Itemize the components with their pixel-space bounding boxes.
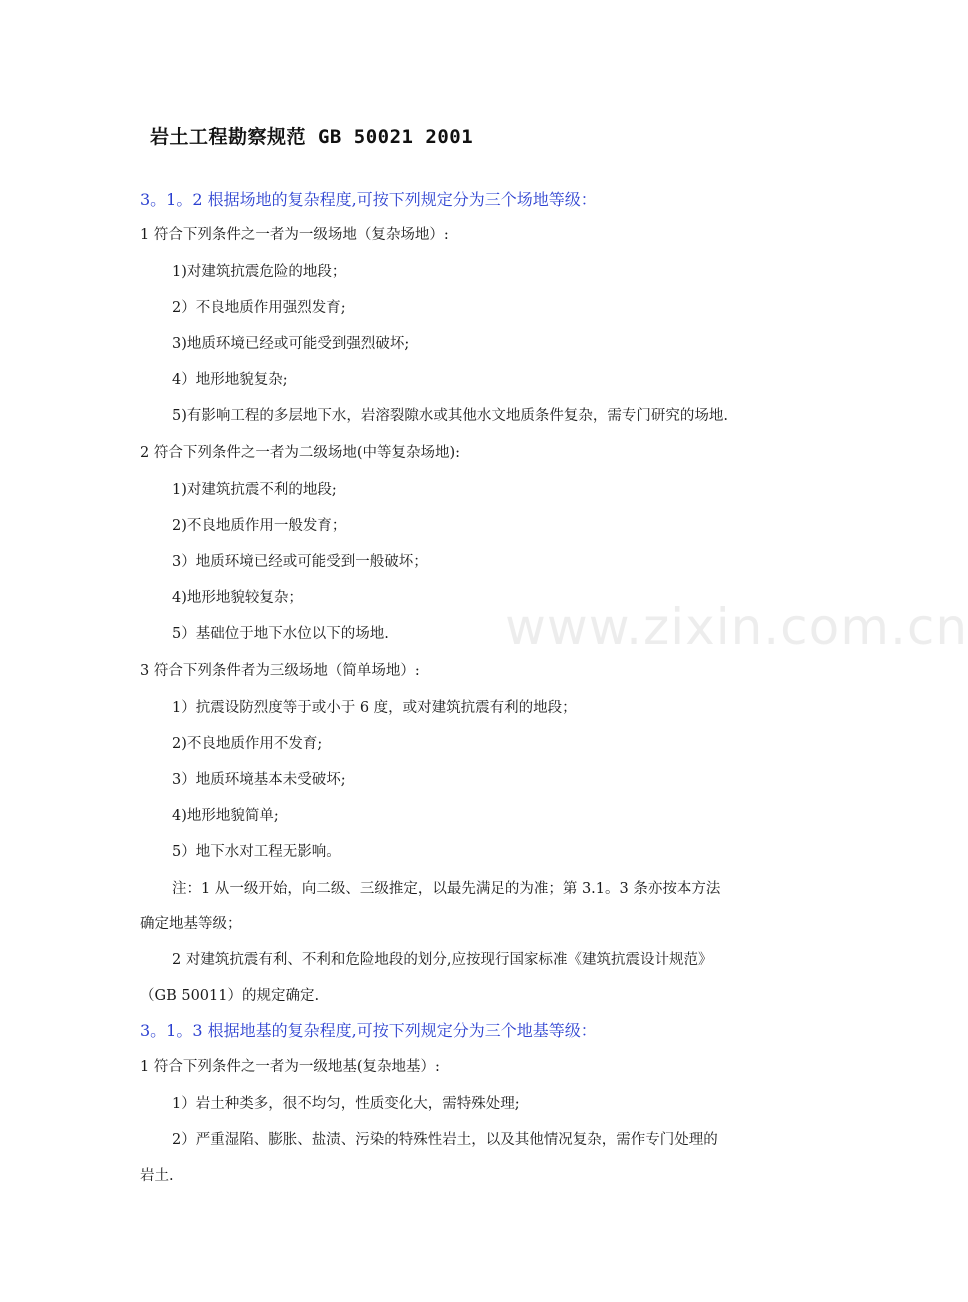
list-item: 1）抗震设防烈度等于或小于 6 度，或对建筑抗震有利的地段； (172, 700, 577, 716)
list-item: 3）地质环境已经或可能受到一般破坏； (172, 554, 428, 570)
watermark: www.zixin.com.cn (505, 598, 968, 656)
list-item: 5）地下水对工程无影响。 (172, 844, 341, 860)
section-heading-3-1-2: 3。1。2 根据场地的复杂程度,可按下列规定分为三个场地等级： (140, 190, 597, 209)
list-item: 3）地质环境基本未受破坏; (172, 772, 346, 788)
note-paragraph: 2 对建筑抗震有利、不利和危险地段的划分,应按现行国家标准《建筑抗震设计规范》 (172, 952, 713, 968)
list-item: 2）严重湿陷、膨胀、盐渍、污染的特殊性岩土，以及其他情况复杂，需作专门处理的 (172, 1132, 718, 1148)
list-item: 4)地形地貌较复杂； (172, 590, 303, 606)
list-item-continued: 岩土. (140, 1168, 174, 1184)
list-item: 1)对建筑抗震危险的地段； (172, 264, 347, 280)
clause-1-level-one-site: 1 符合下列条件之一者为一级场地（复杂场地）: (140, 227, 449, 243)
list-item: 2)不良地质作用一般发育； (172, 518, 347, 534)
clause-1-level-one-foundation: 1 符合下列条件之一者为一级地基(复杂地基）: (140, 1059, 440, 1075)
list-item: 2)不良地质作用不发育; (172, 736, 323, 752)
list-item: 1）岩土种类多，很不均匀，性质变化大，需特殊处理; (172, 1096, 520, 1112)
note-paragraph: 注：1 从一级开始，向二级、三级推定，以最先满足的为准；第 3.1。3 条亦按本方法 (172, 881, 721, 897)
list-item: 4）地形地貌复杂; (172, 372, 288, 388)
list-item: 5）基础位于地下水位以下的场地. (172, 626, 389, 642)
note-paragraph-continued: （GB 50011）的规定确定. (140, 988, 320, 1004)
list-item: 2）不良地质作用强烈发育; (172, 300, 346, 316)
document-title: 岩土工程勘察规范 GB 50021 2001 (150, 126, 474, 148)
clause-3-level-three-site: 3 符合下列条件者为三级场地（简单场地）: (140, 663, 420, 679)
list-item: 4)地形地貌简单; (172, 808, 279, 824)
list-item: 1)对建筑抗震不利的地段; (172, 482, 337, 498)
note-paragraph-continued: 确定地基等级； (140, 916, 242, 932)
list-item: 3)地质环境已经或可能受到强烈破坏; (172, 336, 410, 352)
clause-2-level-two-site: 2 符合下列条件之一者为二级场地(中等复杂场地): (140, 445, 461, 461)
section-heading-3-1-3: 3。1。3 根据地基的复杂程度,可按下列规定分为三个地基等级： (140, 1021, 597, 1040)
list-item: 5)有影响工程的多层地下水，岩溶裂隙水或其他水文地质条件复杂，需专门研究的场地. (172, 408, 728, 424)
